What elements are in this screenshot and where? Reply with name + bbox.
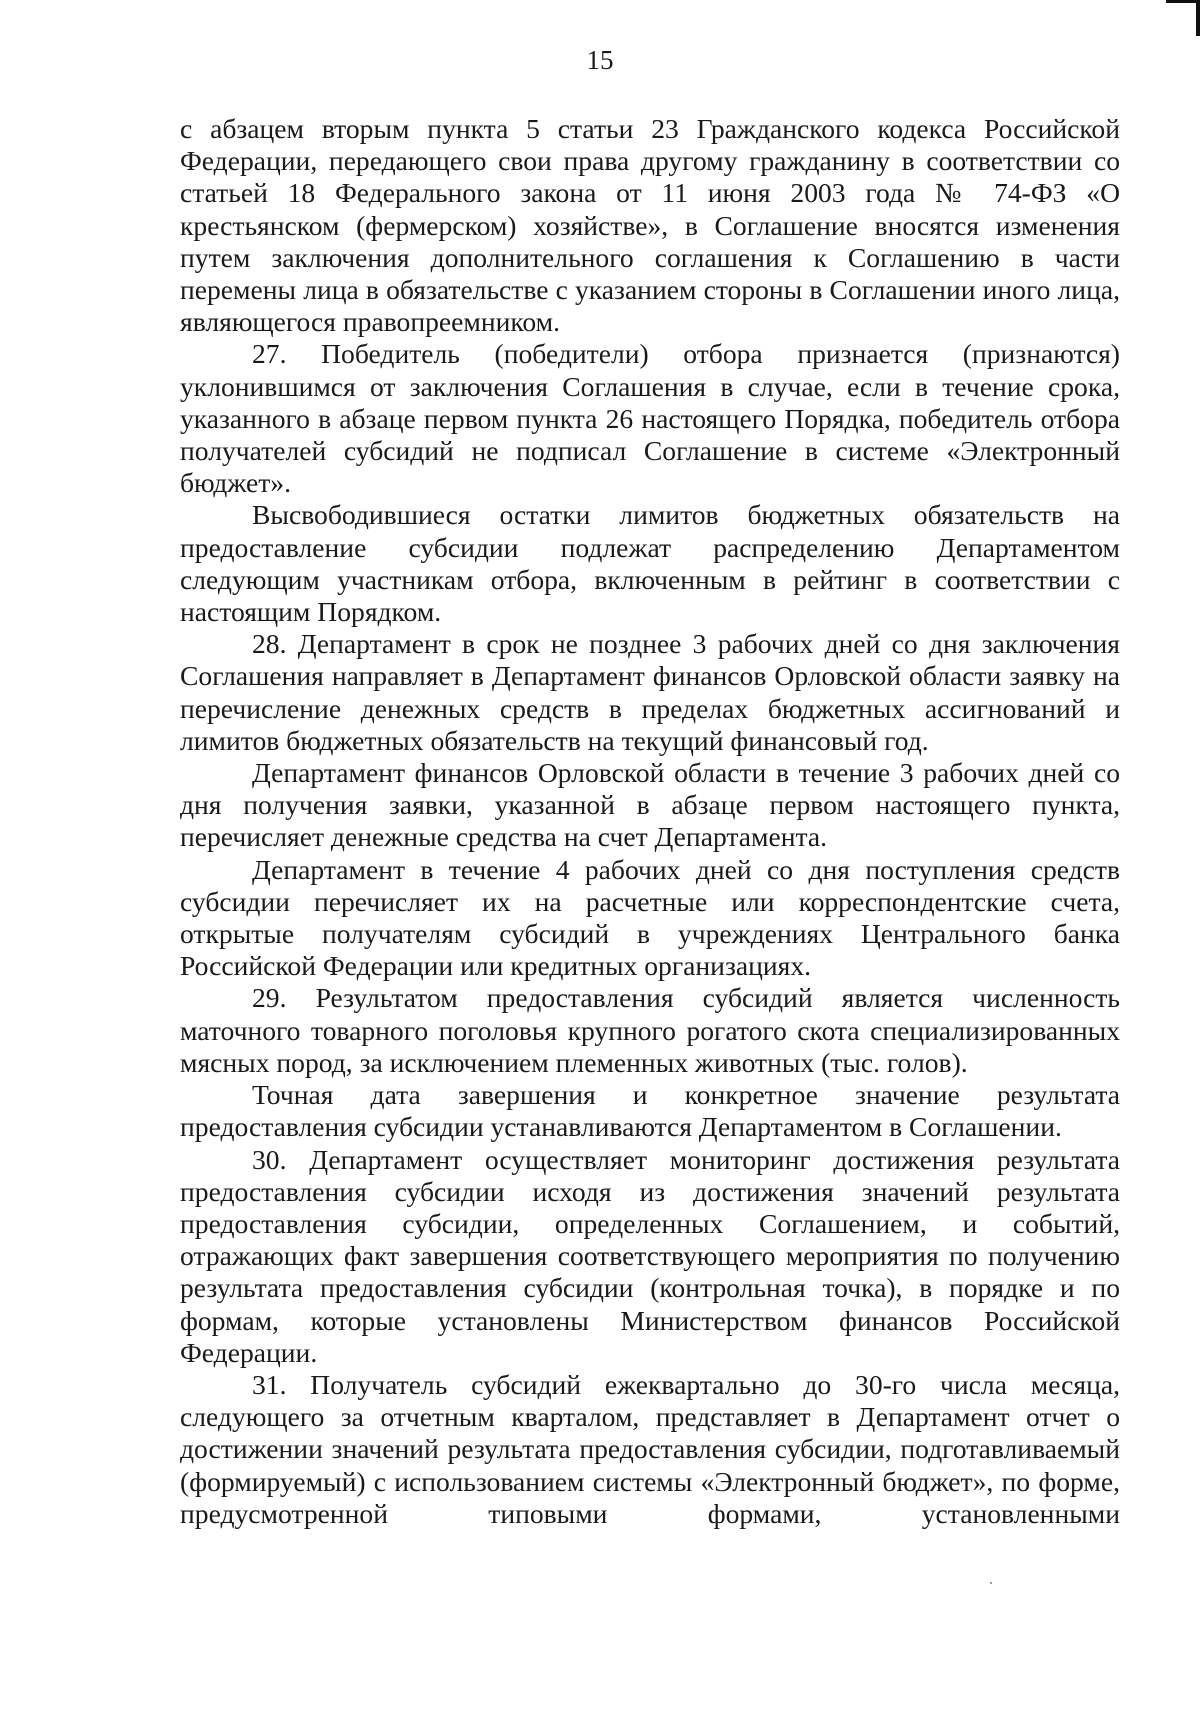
paragraph-continuation: с абзацем вторым пункта 5 статьи 23 Гражданского кодекса Российской Федерации, передающего свои права другому гражданину в соответствии со статьей 18 Федерального закона от 11 июня 2003 года № 74-ФЗ «О крестьянском (фермерском) хозяйстве», в Соглашение вносятся изменения путем заключения дополнительного соглашения к Соглашению в части перемены лица в обязательстве с указанием стороны в Соглашении иного лица, являющегося правопреемником. <box>180 113 1120 338</box>
scan-speck <box>990 1582 992 1584</box>
paragraph-29-date: Точная дата завершения и конкретное значение результата предоставления субсидии устанавливаются Департаментом в Соглашении. <box>180 1079 1120 1143</box>
paragraph-28-finance: Департамент финансов Орловской области в течение 3 рабочих дней со дня получения заявки, указанной в абзаце первом настоящего пункта, перечисляет денежные средства на счет Департамента. <box>180 757 1120 853</box>
paragraph-28: 28. Департамент в срок не позднее 3 рабочих дней со дня заключения Соглашения направляет в Департамент финансов Орловской области заявку на перечисление денежных средств в пределах бюджетных ассигнований и лимитов бюджетных обязательств на текущий финансовый год. <box>180 628 1120 756</box>
paragraph-30: 30. Департамент осуществляет мониторинг достижения результата предоставления субсидии исходя из достижения значений результата предоставления субсидии, определенных Соглашением, и событий, отражающих факт завершения соответствующего мероприятия по получению результата предоставления субсидии (контрольная точка), в порядке и по формам, которые установлены Министерством финансов Российской Федерации. <box>180 1143 1120 1368</box>
paragraph-27: 27. Победитель (победители) отбора признается (признаются) уклонившимся от заключения Соглашения в случае, если в течение срока, указанного в абзаце первом пункта 26 настоящего Порядка, победитель отбора получателей субсидий не подписал Соглашение в системе «Электронный бюджет». <box>180 338 1120 499</box>
paragraph-29: 29. Результатом предоставления субсидий является численность маточного товарного поголовья крупного рогатого скота специализированных мясных пород, за исключением племенных животных (тыс. голов). <box>180 982 1120 1078</box>
paragraph-27-limits: Высвободившиеся остатки лимитов бюджетных обязательств на предоставление субсидии подлежат распределению Департаментом следующим участникам отбора, включенным в рейтинг в соответствии с настоящим Порядком. <box>180 499 1120 628</box>
corner-mark <box>1184 0 1200 36</box>
page-number: 15 <box>586 45 614 75</box>
paragraph-28-transfer: Департамент в течение 4 рабочих дней со дня поступления средств субсидии перечисляет их на расчетные или корреспондентские счета, открытые получателям субсидий в учреждениях Центрального банка Российской Федерации или кредитных организациях. <box>180 853 1120 982</box>
document-body <box>180 113 1120 1530</box>
paragraph-31: 31. Получатель субсидий ежеквартально до 30-го числа месяца, следующего за отчетным кварталом, представляет в Департамент отчет о достижении значений результата предоставления субсидии, подготавливаемый (формируемый) с использованием системы «Электронный бюджет», по форме, предусмотренной типовыми формами, установленными <box>180 1368 1120 1529</box>
